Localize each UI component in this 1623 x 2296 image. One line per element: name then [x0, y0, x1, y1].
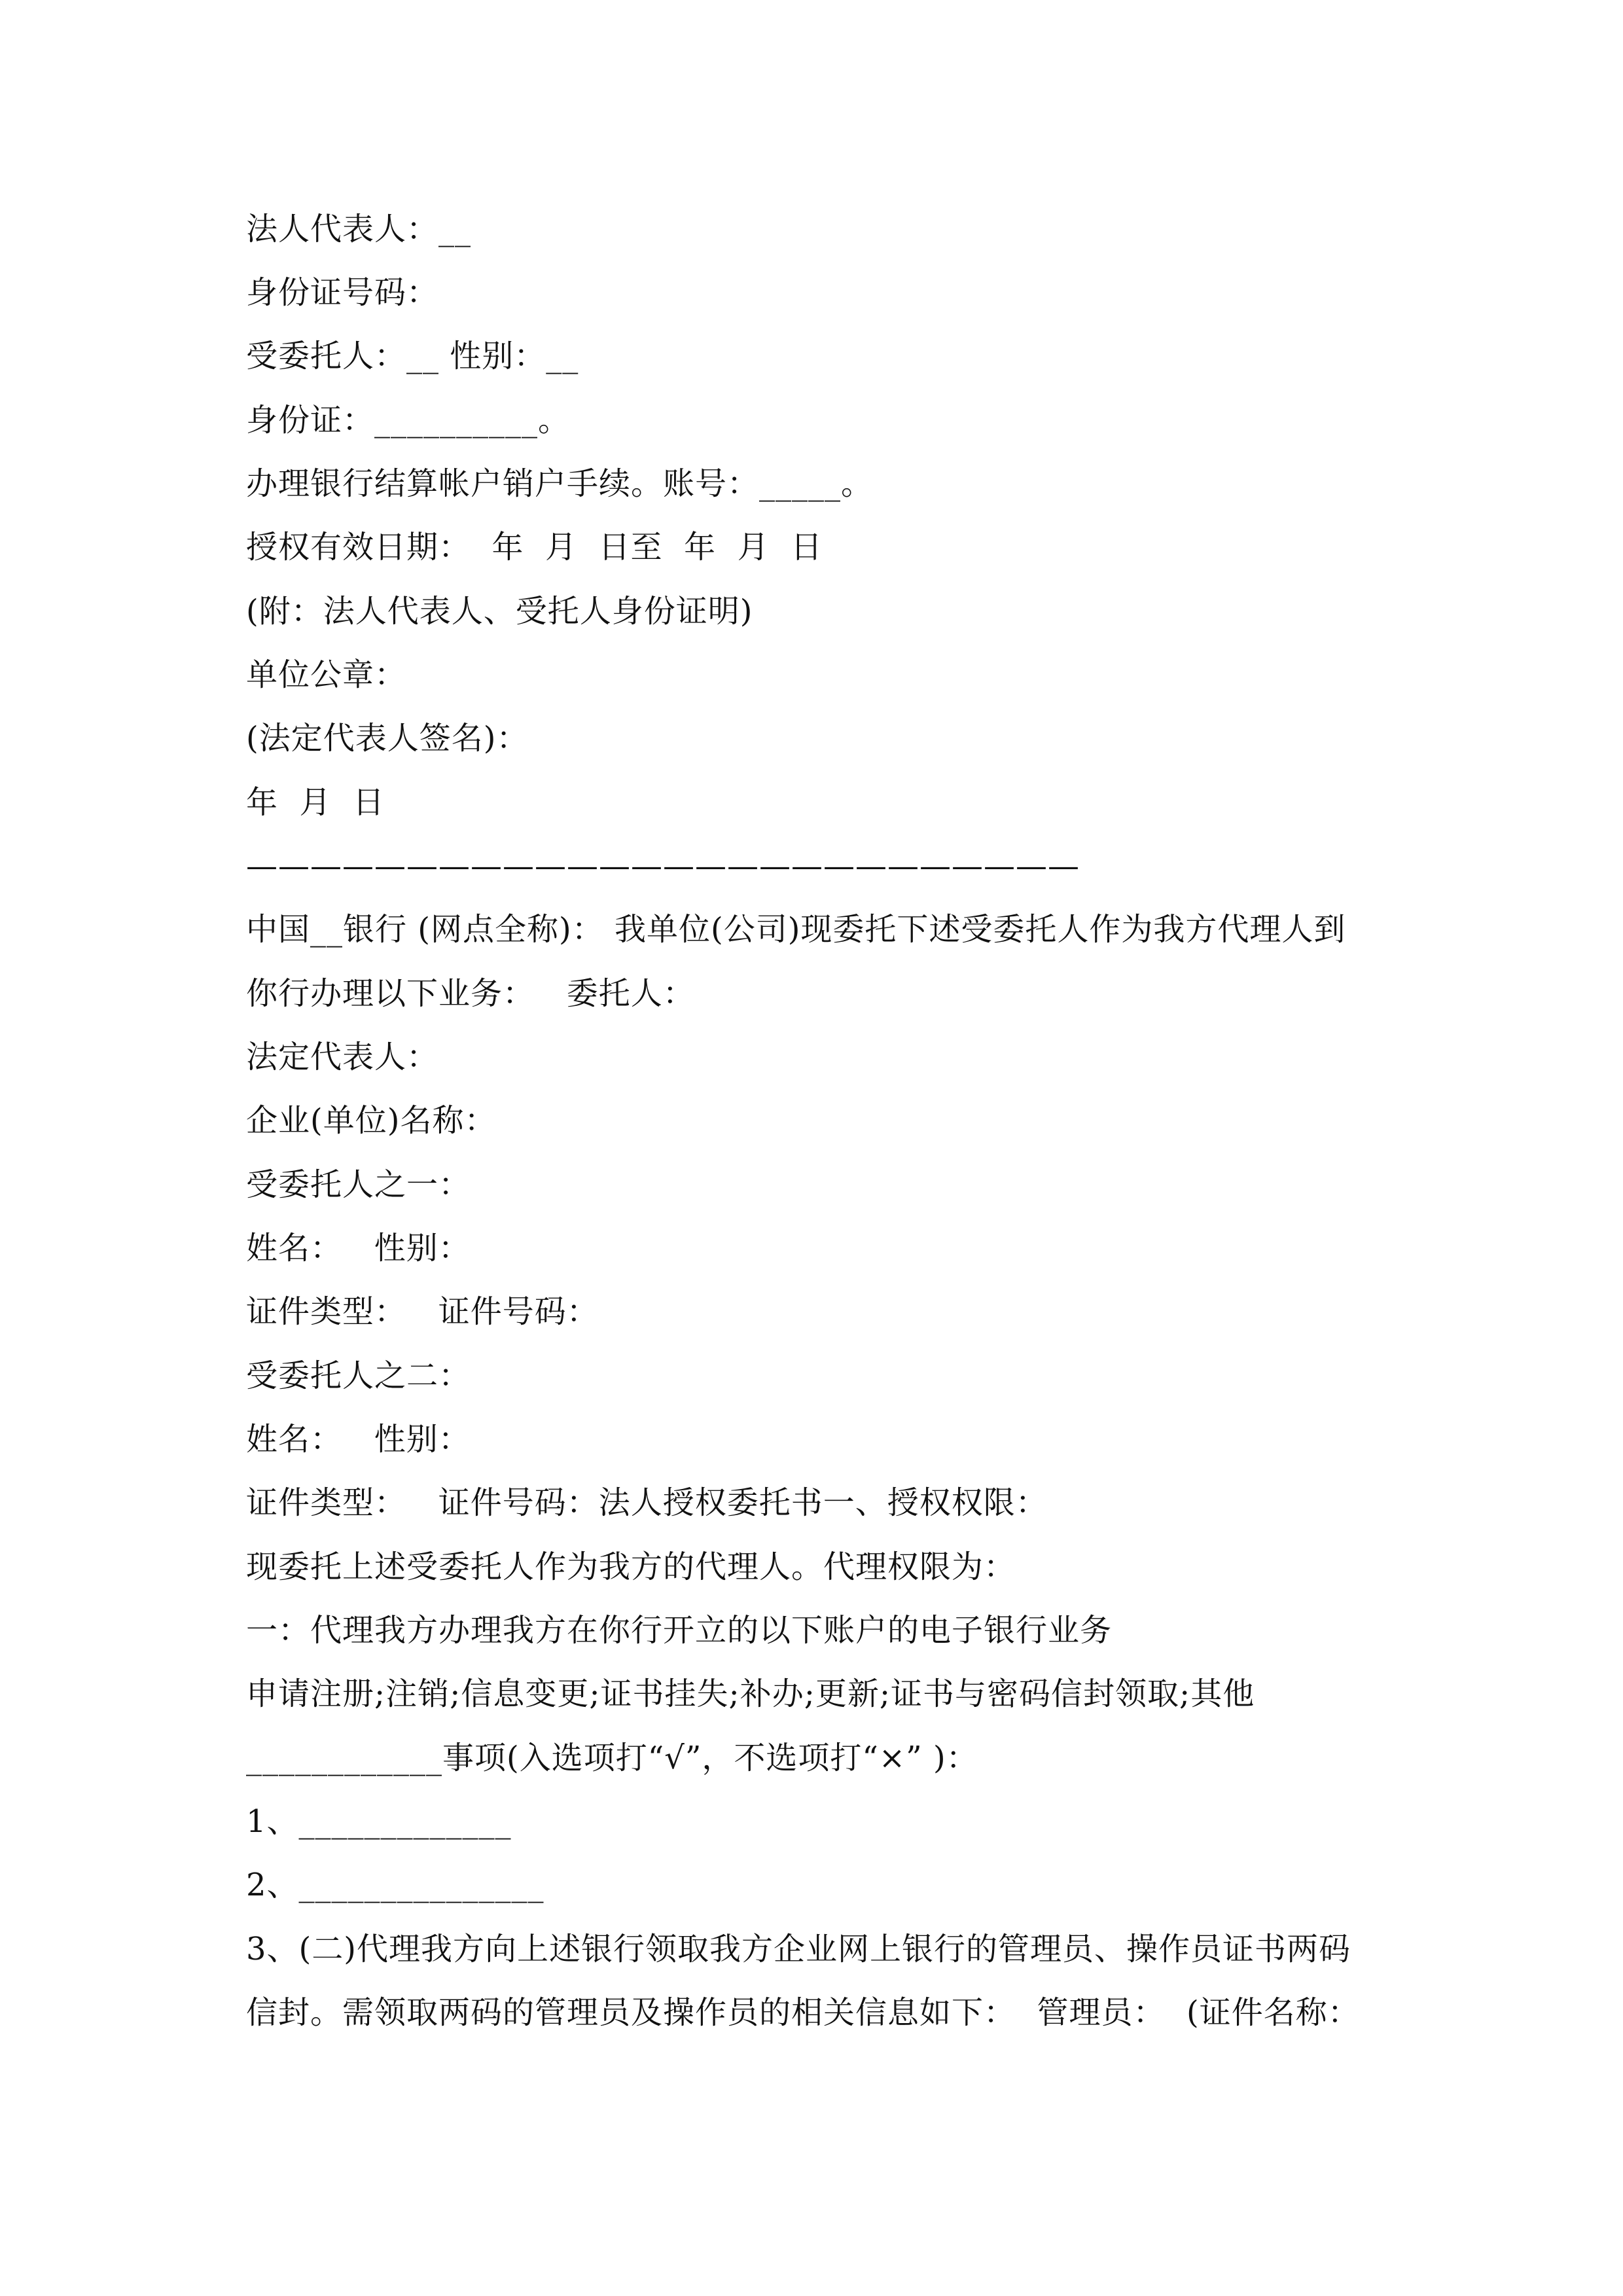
- legal-rep-line: 法定代表人：: [246, 1039, 439, 1075]
- authorization-period-line: 授权有效日期： 年 月 日至 年 月 日: [246, 529, 823, 565]
- entrust-statement-line: 现委托上述受委托人作为我方的代理人。代理权限为：: [246, 1549, 1016, 1585]
- trustee-one-name-line: 姓名： 性别：: [246, 1230, 471, 1266]
- company-seal-line: 单位公章：: [246, 656, 407, 693]
- trustee-two-heading: 受委托人之二：: [246, 1357, 471, 1394]
- trustee-two-name-line: 姓名： 性别：: [246, 1421, 471, 1458]
- trustee-one-id-line: 证件类型： 证件号码：: [246, 1293, 599, 1330]
- id-card-line: 身份证：__________。: [246, 402, 571, 439]
- date-line: 年 月 日: [246, 784, 385, 821]
- id-number-line: 身份证号码：: [246, 274, 439, 311]
- attachment-note-line: (附：法人代表人、受托人身份证明): [246, 593, 753, 630]
- service-options-line: 申请注册;注销;信息变更;证书挂失;补办;更新;证书与密码信封领取;其他: [246, 1676, 1255, 1712]
- section-divider: ——————————————————————————: [246, 848, 1080, 884]
- company-name-line: 企业(单位)名称：: [246, 1102, 497, 1139]
- item-three-line: 3、(二)代理我方向上述银行领取我方企业网上银行的管理员、操作员证书两码: [246, 1931, 1351, 1967]
- ebank-business-line: 一：代理我方办理我方在你行开立的以下账户的电子银行业务: [246, 1612, 1113, 1649]
- account-closing-line: 办理银行结算帐户销户手续。账号：_____。: [246, 465, 874, 502]
- item-one-line: 1、_____________: [246, 1803, 512, 1840]
- business-entrust-line: 你行办理以下业务： 委托人：: [246, 975, 695, 1012]
- legal-representative-line: 法人代表人：__: [246, 211, 472, 247]
- envelope-info-line: 信封。需领取两码的管理员及操作员的相关信息如下： 管理员： (证件名称：: [246, 1994, 1360, 2031]
- trustee-two-id-line: 证件类型： 证件号码：法人授权委托书一、授权权限：: [246, 1484, 1048, 1521]
- item-two-line: 2、_______________: [246, 1867, 544, 1903]
- other-items-line: ____________事项(入选项打“√”，不选项打“×” )：: [246, 1740, 978, 1776]
- trustee-one-heading: 受委托人之一：: [246, 1166, 471, 1203]
- trustee-gender-line: 受委托人：__ 性别：__: [246, 338, 579, 374]
- representative-signature-line: (法定代表人签名)：: [246, 720, 529, 757]
- bank-address-line: 中国__银行 (网点全称)： 我单位(公司)现委托下述受委托人作为我方代理人到: [246, 911, 1346, 948]
